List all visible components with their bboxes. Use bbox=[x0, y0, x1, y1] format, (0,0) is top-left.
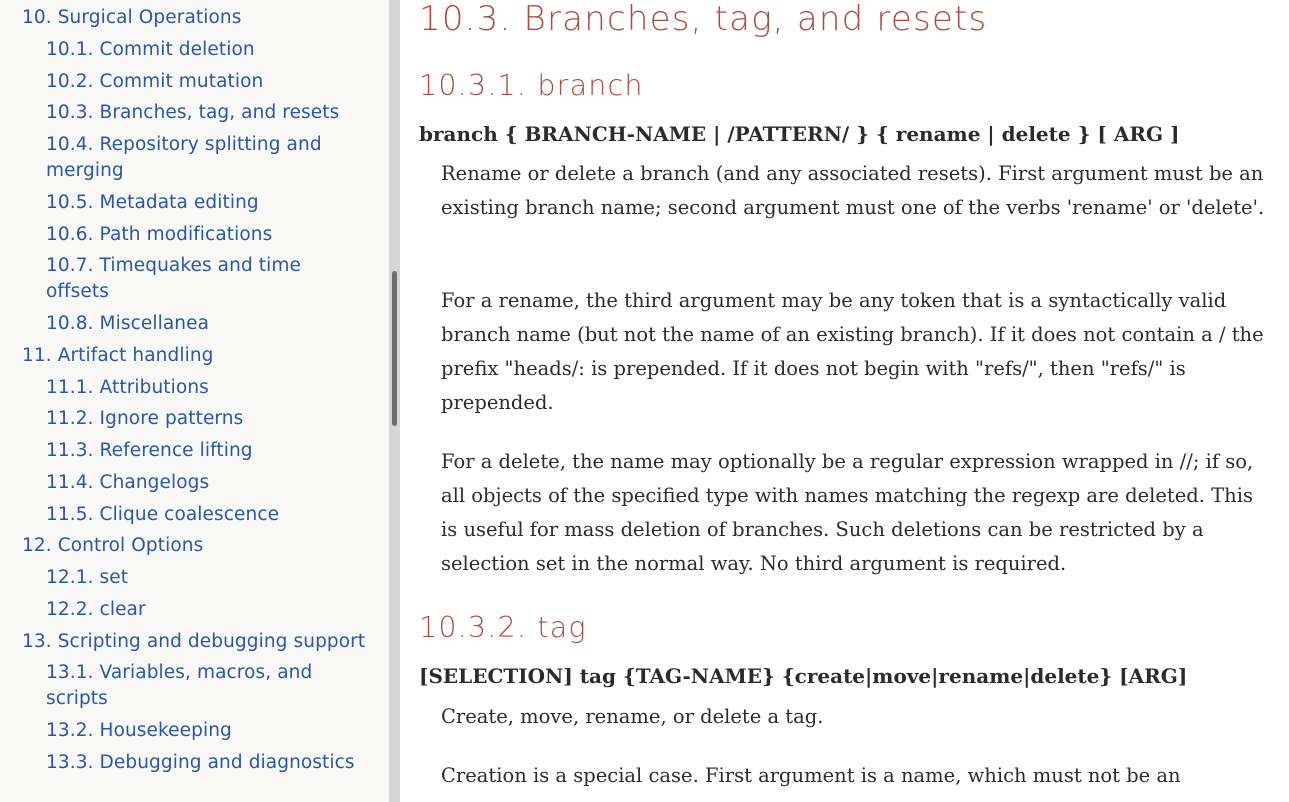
toc-item-11-1-attributions[interactable]: 11.1. Attributions bbox=[46, 376, 209, 398]
toc-item-13-scripting-debugging[interactable]: 13. Scripting and debugging support bbox=[22, 630, 366, 652]
toc-item-12-control-options[interactable]: 12. Control Options bbox=[22, 535, 204, 557]
toc-item-10-5-metadata-editing[interactable]: 10.5. Metadata editing bbox=[46, 191, 259, 213]
tag-paragraph: Create, move, rename, or delete a tag. bbox=[441, 705, 824, 728]
tag-command-synopsis: [SELECTION] tag {TAG-NAME} {create|move|rename|delete} [ARG] bbox=[419, 664, 1188, 688]
branch-subsection-title: 10.3.1. branch bbox=[419, 69, 644, 102]
toc-item-10-surgical-operations[interactable]: 10. Surgical Operations bbox=[22, 7, 242, 28]
sidebar-splitter[interactable] bbox=[389, 0, 400, 802]
toc-item-11-5-clique-coalescence[interactable]: 11.5. Clique coalescence bbox=[46, 503, 280, 525]
toc-item-11-3-reference-lifting[interactable]: 11.3. Reference lifting bbox=[46, 440, 253, 461]
toc-item-11-4-changelogs[interactable]: 11.4. Changelogs bbox=[46, 471, 210, 493]
branch-paragraph: Rename or delete a branch (and any associated resets). First argument must be an existing branch name; second argument must one of the verbs 'rename' or 'delete'. bbox=[441, 162, 1265, 219]
toc-sidebar bbox=[0, 0, 389, 802]
section-title: 10.3. Branches, tag, and resets bbox=[419, 0, 988, 39]
branch-paragraph: For a rename, the third argument may be any token that is a syntactically valid branch name (but not the name of an existing branch). If it does not contain a / the prefix "heads/: is prepended. If it does not begin with "refs/", then "refs/" is prepended. bbox=[441, 289, 1264, 414]
toc-list bbox=[0, 3, 389, 780]
toc-item-11-artifact-handling[interactable]: 11. Artifact handling bbox=[22, 344, 214, 366]
toc-item-10-4-repository-splitting[interactable]: 10.4. Repository splitting and merging bbox=[46, 134, 322, 181]
toc-item-10-6-path-modifications[interactable]: 10.6. Path modifications bbox=[46, 223, 273, 245]
toc-item-13-3-debugging-diagnostics[interactable]: 13.3. Debugging and diagnostics bbox=[46, 751, 355, 773]
toc-item-11-2-ignore-patterns[interactable]: 11.2. Ignore patterns bbox=[46, 408, 244, 430]
tag-subsection-title: 10.3.2. tag bbox=[419, 611, 587, 644]
branch-paragraph: For a delete, the name may optionally be a regular expression wrapped in //; if so, all objects of the specified type with names matching the regexp are deleted. This is useful for mass deletion of branches. Such deletions can be restricted by a selection set in the normal way. No third argument is required. bbox=[441, 450, 1254, 575]
branch-command-synopsis: branch { BRANCH-NAME | /PATTERN/ } { rename | delete } [ ARG ] bbox=[419, 122, 1180, 146]
toc-item-10-1-commit-deletion[interactable]: 10.1. Commit deletion bbox=[46, 38, 255, 60]
toc-item-10-7-timequakes[interactable]: 10.7. Timequakes and time offsets bbox=[46, 255, 301, 303]
toc-item-10-8-miscellanea[interactable]: 10.8. Miscellanea bbox=[46, 313, 210, 334]
toc-item-12-1-set[interactable]: 12.1. set bbox=[46, 567, 129, 588]
toc-item-10-3-branches-tag-resets[interactable]: 10.3. Branches, tag, and resets bbox=[46, 102, 340, 124]
splitter-scroll-thumb[interactable] bbox=[392, 271, 397, 426]
toc-item-13-1-variables-macros[interactable]: 13.1. Variables, macros, and scripts bbox=[46, 662, 313, 710]
toc-item-10-2-commit-mutation[interactable]: 10.2. Commit mutation bbox=[46, 70, 264, 92]
main-content bbox=[400, 0, 1289, 802]
toc-item-13-2-housekeeping[interactable]: 13.2. Housekeeping bbox=[46, 720, 232, 741]
toc-item-12-2-clear[interactable]: 12.2. clear bbox=[46, 598, 146, 620]
tag-paragraph: Creation is a special case. First argument is a name, which must not be an bbox=[441, 764, 1181, 787]
